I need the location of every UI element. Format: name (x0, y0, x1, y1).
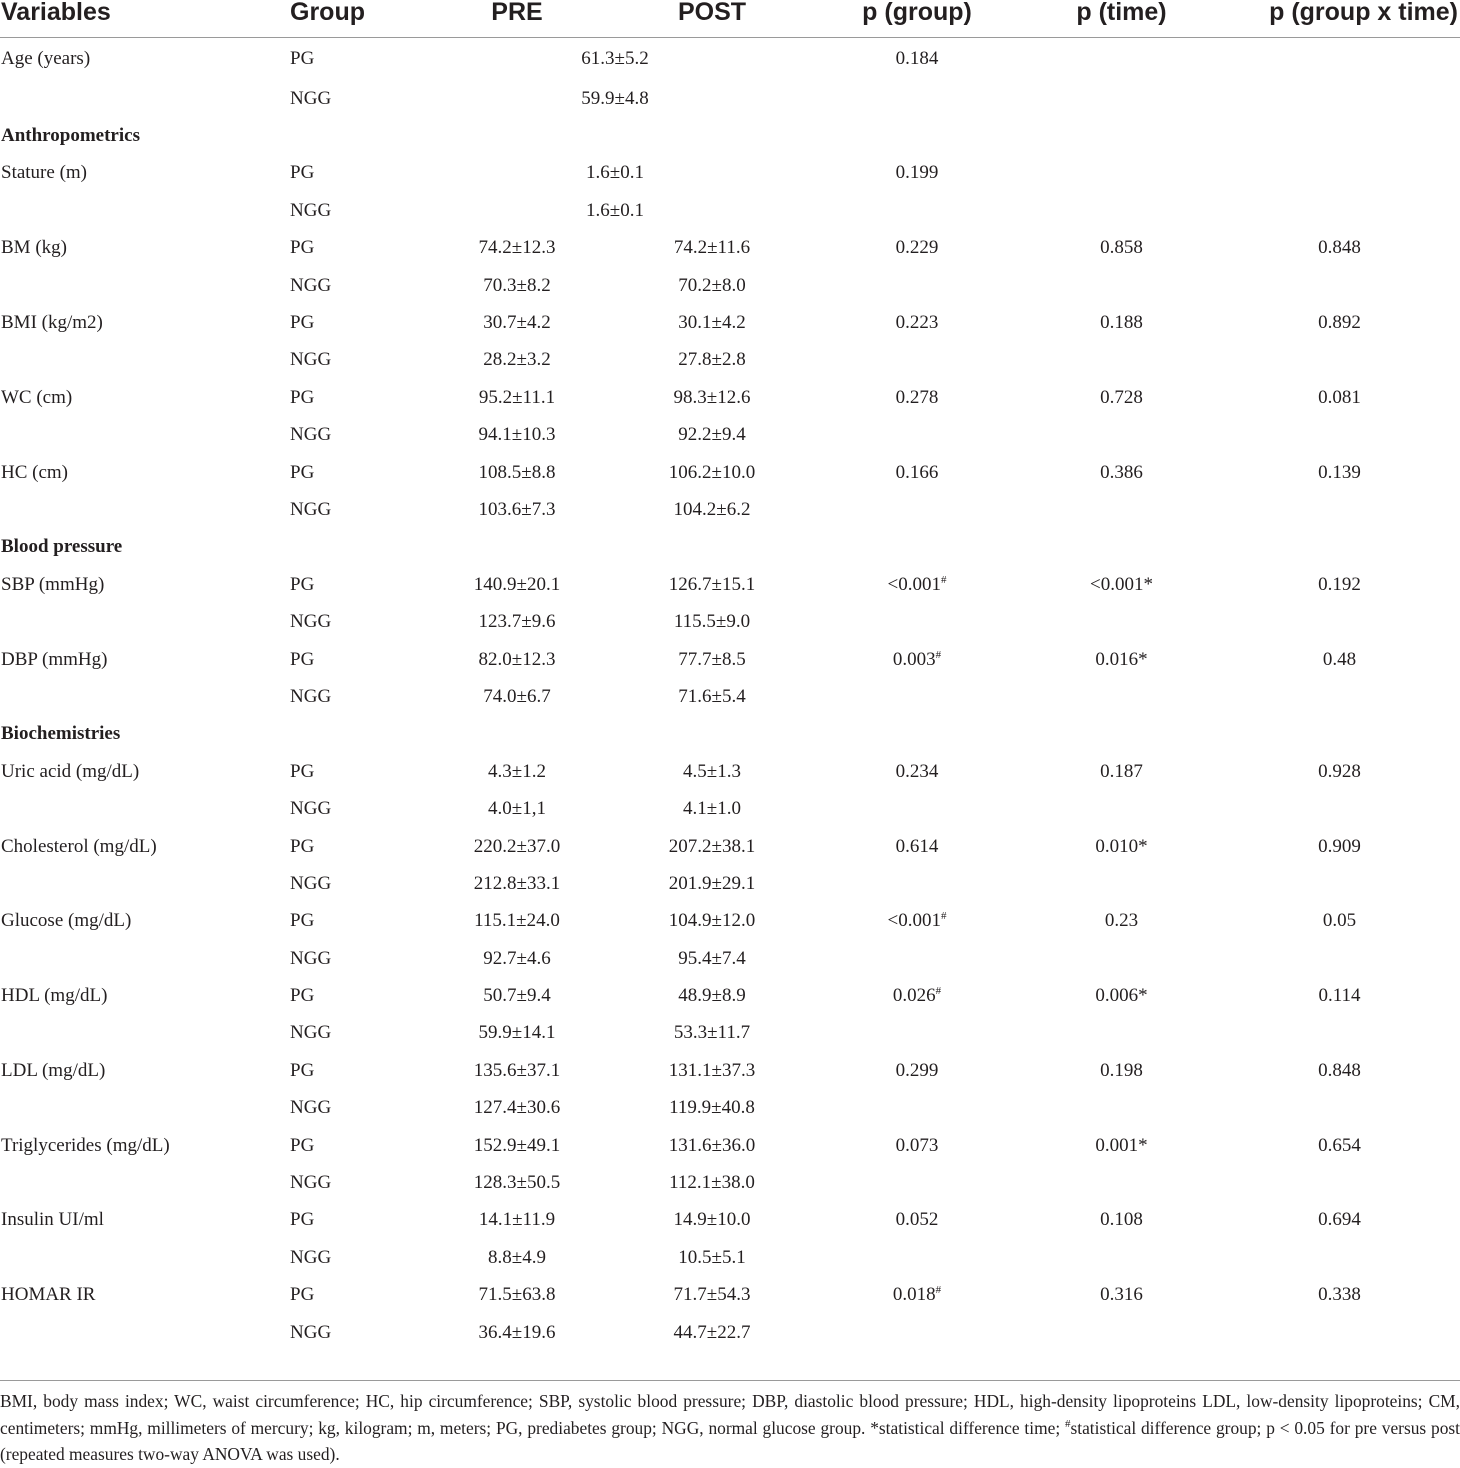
header-p-group: p (group) (810, 0, 1024, 38)
p-group-x-time-cell (1219, 417, 1460, 454)
p-group-value: 0.026 (892, 985, 936, 1007)
group-cell: NGG (290, 349, 332, 371)
post-cell: 30.1±4.2 (678, 312, 746, 334)
group-cell: PG (290, 1209, 315, 1231)
post-cell: 131.1±37.3 (668, 1059, 756, 1081)
p-group-value: 0.278 (895, 386, 939, 408)
table-row (0, 454, 1460, 491)
value-cell: 1.6±0.1 (586, 199, 644, 221)
group-cell: PG (290, 835, 315, 857)
p-time-cell (1024, 267, 1219, 304)
p-group-x-time-cell (1219, 342, 1460, 379)
post-cell: 115.5±9.0 (673, 611, 751, 633)
table-row (0, 678, 1460, 715)
pre-cell: 103.6±7.3 (478, 498, 556, 520)
variable-cell (0, 1164, 290, 1201)
header-post: POST (614, 0, 810, 38)
group-cell: NGG (290, 274, 332, 296)
p-group-cell (810, 80, 1024, 117)
group-cell: NGG (290, 611, 332, 633)
p-group-value: 0.234 (895, 760, 939, 782)
p-time-cell (1024, 491, 1219, 528)
pre-cell: 14.1±11.9 (478, 1209, 556, 1231)
table-row (0, 155, 1460, 192)
table-row (0, 1314, 1460, 1351)
variable-cell: LDL (mg/dL) (1, 1059, 106, 1081)
p-group-x-time-cell: 0.114 (1318, 985, 1361, 1007)
significance-hash-mark: # (940, 910, 947, 923)
group-cell: PG (290, 1134, 315, 1156)
p-group-cell (810, 1239, 1024, 1276)
pre-cell: 95.2±11.1 (478, 386, 556, 408)
post-cell: 74.2±11.6 (673, 237, 751, 259)
pre-cell: 212.8±33.1 (473, 872, 561, 894)
p-group-cell (810, 828, 1024, 865)
p-group-x-time-cell (1219, 1090, 1460, 1127)
p-group-x-time-cell (1219, 267, 1460, 304)
table-footnote (0, 1380, 1460, 1468)
variable-cell: BMI (kg/m2) (1, 312, 103, 334)
variable-cell (0, 790, 290, 827)
p-time-cell: 0.010* (1095, 835, 1148, 857)
variable-cell (0, 1314, 290, 1351)
pre-cell: 71.5±63.8 (478, 1284, 556, 1306)
p-time-cell (1024, 1164, 1219, 1201)
table-row (0, 1164, 1460, 1201)
pre-cell: 50.7±9.4 (483, 985, 551, 1007)
variable-cell (0, 865, 290, 902)
p-group-value: 0.018 (892, 1284, 936, 1306)
p-group-x-time-cell: 0.909 (1318, 835, 1361, 857)
header-pre: PRE (420, 0, 614, 38)
p-group-x-time-cell (1219, 790, 1460, 827)
section-row (0, 529, 1460, 566)
p-group-cell (810, 1052, 1024, 1089)
p-group-cell (810, 379, 1024, 416)
group-cell: NGG (290, 685, 332, 707)
p-group-cell (810, 1202, 1024, 1239)
group-cell: NGG (290, 947, 332, 969)
group-cell: NGG (290, 1022, 332, 1044)
value-cell: 59.9±4.8 (581, 87, 649, 109)
pre-cell: 59.9±14.1 (478, 1022, 556, 1044)
pre-cell: 30.7±4.2 (483, 312, 551, 334)
pre-cell: 4.0±1,1 (488, 798, 546, 820)
variable-cell (0, 603, 290, 640)
group-cell: PG (290, 985, 315, 1007)
variable-cell (0, 192, 290, 229)
p-group-x-time-cell (1219, 1015, 1460, 1052)
p-group-value: 0.199 (895, 162, 939, 184)
p-time-cell: 0.858 (1100, 237, 1143, 259)
p-time-cell (1024, 1015, 1219, 1052)
p-group-cell (810, 1164, 1024, 1201)
table-row (0, 1090, 1460, 1127)
p-group-x-time-cell: 0.48 (1322, 648, 1357, 670)
variable-cell (0, 940, 290, 977)
p-group-cell (810, 267, 1024, 304)
p-time-cell (1024, 1090, 1219, 1127)
table-row (0, 379, 1460, 416)
p-group-cell (810, 678, 1024, 715)
post-cell: 14.9±10.0 (673, 1209, 751, 1231)
p-time-cell: 0.187 (1100, 760, 1143, 782)
pre-cell: 74.2±12.3 (478, 237, 556, 259)
p-group-value: 0.184 (895, 48, 939, 69)
p-group-value: 0.614 (895, 835, 939, 857)
table-row (0, 753, 1460, 790)
variable-cell (0, 342, 290, 379)
table-row (0, 417, 1460, 454)
post-cell: 207.2±38.1 (668, 835, 756, 857)
p-group-cell (810, 155, 1024, 192)
variable-cell (0, 417, 290, 454)
p-group-x-time-cell (1219, 1164, 1460, 1201)
post-cell: 10.5±5.1 (678, 1246, 746, 1268)
p-group-cell (810, 1127, 1024, 1164)
p-group-value: 0.166 (895, 461, 939, 483)
p-time-cell: 0.108 (1100, 1209, 1143, 1231)
group-cell: NGG (290, 1321, 332, 1343)
significance-hash-mark: # (935, 1284, 942, 1297)
group-cell: NGG (290, 87, 332, 109)
table-row (0, 342, 1460, 379)
value-cell: 1.6±0.1 (586, 162, 644, 184)
p-group-cell (810, 753, 1024, 790)
p-group-cell (810, 491, 1024, 528)
group-cell: PG (290, 48, 315, 69)
p-group-cell (810, 417, 1024, 454)
variable-cell: WC (cm) (1, 386, 73, 408)
significance-hash-mark: # (935, 985, 942, 998)
pre-cell: 4.3±1.2 (488, 760, 546, 782)
table-row (0, 1202, 1460, 1239)
variable-cell: Age (years) (1, 48, 91, 69)
p-group-cell (810, 342, 1024, 379)
pre-cell: 92.7±4.6 (483, 947, 551, 969)
variable-cell: DBP (mmHg) (1, 648, 108, 670)
header-p-group-x-time: p (group x time) (1219, 0, 1460, 38)
variable-cell: Glucose (mg/dL) (1, 910, 132, 932)
p-group-cell (810, 790, 1024, 827)
p-group-value: 0.229 (895, 237, 939, 259)
variable-cell (0, 1015, 290, 1052)
post-cell: 112.1±38.0 (669, 1172, 755, 1194)
section-row (0, 117, 1460, 154)
p-group-x-time-cell: 0.848 (1318, 1059, 1361, 1081)
variable-cell: HDL (mg/dL) (1, 985, 108, 1007)
p-time-cell (1024, 155, 1219, 192)
p-group-x-time-cell: 0.848 (1318, 237, 1361, 259)
group-cell: PG (290, 386, 315, 408)
post-cell: 48.9±8.9 (678, 985, 746, 1007)
group-cell: PG (290, 1059, 315, 1081)
group-cell: PG (290, 162, 315, 184)
p-group-x-time-cell (1219, 1239, 1460, 1276)
p-group-cell (810, 38, 1024, 81)
pre-cell: 28.2±3.2 (483, 349, 551, 371)
p-group-x-time-cell (1219, 1314, 1460, 1351)
p-group-x-time-cell (1219, 603, 1460, 640)
p-time-cell (1024, 940, 1219, 977)
footnote-hash-mark: # (1064, 1417, 1071, 1430)
group-cell: NGG (290, 1097, 332, 1119)
variable-cell: Cholesterol (mg/dL) (1, 835, 157, 857)
pre-cell: 74.0±6.7 (483, 685, 551, 707)
post-cell: 4.1±1.0 (683, 798, 741, 820)
table-row (0, 903, 1460, 940)
p-time-cell (1024, 603, 1219, 640)
p-group-value: 0.003 (892, 648, 936, 670)
significance-hash-mark: # (940, 573, 947, 586)
p-time-cell (1024, 1314, 1219, 1351)
post-cell: 92.2±9.4 (678, 424, 746, 446)
post-cell: 131.6±36.0 (668, 1134, 756, 1156)
pre-cell: 135.6±37.1 (473, 1059, 561, 1081)
group-cell: NGG (290, 199, 332, 221)
pre-cell: 82.0±12.3 (478, 648, 556, 670)
p-group-x-time-cell (1219, 491, 1460, 528)
group-cell: NGG (290, 424, 332, 446)
group-cell: PG (290, 760, 315, 782)
pre-cell: 36.4±19.6 (478, 1321, 556, 1343)
post-cell: 126.7±15.1 (668, 573, 756, 595)
p-group-cell (810, 865, 1024, 902)
table-row (0, 304, 1460, 341)
pre-cell: 8.8±4.9 (488, 1246, 546, 1268)
p-time-cell: <0.001* (1090, 573, 1153, 595)
post-cell: 27.8±2.8 (678, 349, 746, 371)
table-row (0, 1052, 1460, 1089)
footnote-text-2: statistical difference group; p < 0.05 for pre versus post (repeated measures two-way ANOVA was used). (0, 1417, 1460, 1464)
p-group-x-time-cell (1219, 678, 1460, 715)
post-cell: 71.6±5.4 (678, 685, 746, 707)
post-cell: 119.9±40.8 (669, 1097, 755, 1119)
p-group-x-time-cell (1219, 940, 1460, 977)
p-time-cell: 0.006* (1095, 985, 1148, 1007)
p-time-cell (1024, 417, 1219, 454)
group-cell: PG (290, 648, 315, 670)
group-cell: NGG (290, 798, 332, 820)
p-time-cell (1024, 790, 1219, 827)
pre-cell: 108.5±8.8 (478, 461, 556, 483)
p-group-x-time-cell: 0.05 (1322, 910, 1357, 932)
table-row (0, 603, 1460, 640)
post-cell: 4.5±1.3 (683, 760, 741, 782)
p-group-cell (810, 641, 1024, 678)
p-time-cell (1024, 678, 1219, 715)
post-cell: 71.7±54.3 (673, 1284, 751, 1306)
variable-cell: Triglycerides (mg/dL) (1, 1134, 170, 1156)
header-group: Group (290, 0, 420, 38)
table-row (0, 1015, 1460, 1052)
p-time-cell (1024, 192, 1219, 229)
variable-cell: Insulin UI/ml (1, 1209, 104, 1231)
post-cell: 44.7±22.7 (673, 1321, 751, 1343)
p-time-cell: 0.23 (1104, 910, 1139, 932)
group-cell: PG (290, 1284, 315, 1306)
post-cell: 106.2±10.0 (668, 461, 756, 483)
p-group-x-time-cell: 0.892 (1318, 312, 1361, 334)
p-group-cell (810, 230, 1024, 267)
p-group-cell (810, 603, 1024, 640)
section-row (0, 716, 1460, 753)
pre-cell: 128.3±50.5 (473, 1172, 561, 1194)
table-body (0, 38, 1460, 1352)
p-group-x-time-cell: 0.081 (1318, 386, 1361, 408)
post-cell: 95.4±7.4 (678, 947, 746, 969)
pre-cell: 123.7±9.6 (478, 611, 556, 633)
section-label: Blood pressure (1, 536, 123, 558)
p-time-cell: 0.016* (1095, 648, 1148, 670)
post-cell: 201.9±29.1 (668, 872, 756, 894)
group-cell: NGG (290, 872, 332, 894)
p-time-cell: 0.316 (1100, 1284, 1143, 1306)
p-group-value: 0.052 (895, 1209, 939, 1231)
variable-cell: BM (kg) (1, 237, 67, 259)
p-group-x-time-cell (1219, 155, 1460, 192)
p-group-value: <0.001 (887, 573, 941, 595)
table-row (0, 641, 1460, 678)
pre-cell: 220.2±37.0 (473, 835, 561, 857)
table-row (0, 230, 1460, 267)
p-group-cell (810, 1015, 1024, 1052)
table-row (0, 1127, 1460, 1164)
variable-cell (0, 1090, 290, 1127)
p-group-x-time-cell: 0.654 (1318, 1134, 1361, 1156)
post-cell: 77.7±8.5 (678, 648, 746, 670)
p-group-x-time-cell: 0.338 (1318, 1284, 1361, 1306)
pre-cell: 115.1±24.0 (474, 910, 560, 932)
pre-cell: 70.3±8.2 (483, 274, 551, 296)
p-group-cell (810, 1277, 1024, 1314)
table-row (0, 267, 1460, 304)
table-row (0, 566, 1460, 603)
p-time-cell (1024, 38, 1219, 81)
group-cell: NGG (290, 498, 332, 520)
p-time-cell: 0.001* (1095, 1134, 1148, 1156)
group-cell: PG (290, 461, 315, 483)
p-time-cell (1024, 80, 1219, 117)
table-row (0, 977, 1460, 1014)
pre-cell: 140.9±20.1 (473, 573, 561, 595)
table-row (0, 865, 1460, 902)
table-header (0, 0, 1460, 38)
variable-cell: HC (cm) (1, 461, 69, 483)
p-group-x-time-cell (1219, 192, 1460, 229)
table-row (0, 491, 1460, 528)
section-label: Anthropometrics (1, 125, 140, 147)
group-cell: PG (290, 237, 315, 259)
table-row (0, 1239, 1460, 1276)
p-group-cell (810, 977, 1024, 1014)
post-cell: 98.3±12.6 (673, 386, 751, 408)
post-cell: 104.2±6.2 (673, 498, 751, 520)
table-row (0, 38, 1460, 81)
table-row (0, 1277, 1460, 1314)
group-cell: PG (290, 312, 315, 334)
variable-cell (0, 1239, 290, 1276)
footnote-text-1: BMI, body mass index; WC, waist circumference; HC, hip circumference; SBP, systolic blood pressure; DBP, diastolic blood pressure; HDL, high-density lipoproteins LDL, low-density lipoproteins; CM, centimeters; mmHg, millimeters of mercury; kg, kilogram; m, meters; PG, prediabetes group; NGG, normal glucose group. *statistical difference time; (0, 1391, 1460, 1438)
p-group-cell (810, 1314, 1024, 1351)
p-group-value: 0.223 (895, 312, 939, 334)
p-group-x-time-cell (1219, 80, 1460, 117)
variable-cell: HOMAR IR (1, 1284, 96, 1306)
p-time-cell: 0.386 (1100, 461, 1143, 483)
p-group-cell (810, 566, 1024, 603)
table-row (0, 790, 1460, 827)
p-group-x-time-cell (1219, 865, 1460, 902)
table-row (0, 828, 1460, 865)
variable-cell: SBP (mmHg) (1, 573, 105, 595)
header-p-time: p (time) (1024, 0, 1219, 38)
variable-cell (0, 80, 290, 117)
table-row (0, 940, 1460, 977)
p-group-x-time-cell: 0.694 (1318, 1209, 1361, 1231)
post-cell: 70.2±8.0 (678, 274, 746, 296)
p-group-cell (810, 1090, 1024, 1127)
p-group-cell (810, 454, 1024, 491)
p-group-x-time-cell: 0.928 (1318, 760, 1361, 782)
table-row (0, 80, 1460, 117)
p-group-value: <0.001 (887, 910, 941, 932)
significance-hash-mark: # (935, 648, 942, 661)
p-group-cell (810, 192, 1024, 229)
p-group-value: 0.299 (895, 1059, 939, 1081)
variable-cell (0, 267, 290, 304)
p-time-cell: 0.188 (1100, 312, 1143, 334)
header-variables: Variables (0, 0, 290, 38)
p-group-cell (810, 940, 1024, 977)
group-cell: PG (290, 573, 315, 595)
group-cell: NGG (290, 1246, 332, 1268)
group-cell: PG (290, 910, 315, 932)
p-group-x-time-cell: 0.192 (1318, 573, 1361, 595)
p-time-cell: 0.728 (1100, 386, 1143, 408)
value-cell: 61.3±5.2 (581, 48, 649, 69)
header-row (0, 0, 1460, 38)
group-cell: NGG (290, 1172, 332, 1194)
p-group-cell (810, 903, 1024, 940)
post-cell: 104.9±12.0 (668, 910, 756, 932)
pre-cell: 94.1±10.3 (478, 424, 556, 446)
p-group-x-time-cell: 0.139 (1318, 461, 1361, 483)
p-group-value: 0.073 (895, 1134, 939, 1156)
pre-cell: 152.9±49.1 (473, 1134, 561, 1156)
variable-cell: Stature (m) (1, 162, 88, 184)
post-cell: 53.3±11.7 (673, 1022, 751, 1044)
variable-cell (0, 678, 290, 715)
p-time-cell (1024, 865, 1219, 902)
section-label: Biochemistries (1, 723, 121, 745)
p-group-x-time-cell (1219, 38, 1460, 81)
table-row (0, 192, 1460, 229)
p-time-cell: 0.198 (1100, 1059, 1143, 1081)
pre-cell: 127.4±30.6 (473, 1097, 561, 1119)
p-time-cell (1024, 342, 1219, 379)
p-time-cell (1024, 1239, 1219, 1276)
variable-cell (0, 491, 290, 528)
variable-cell: Uric acid (mg/dL) (1, 760, 140, 782)
p-group-cell (810, 304, 1024, 341)
